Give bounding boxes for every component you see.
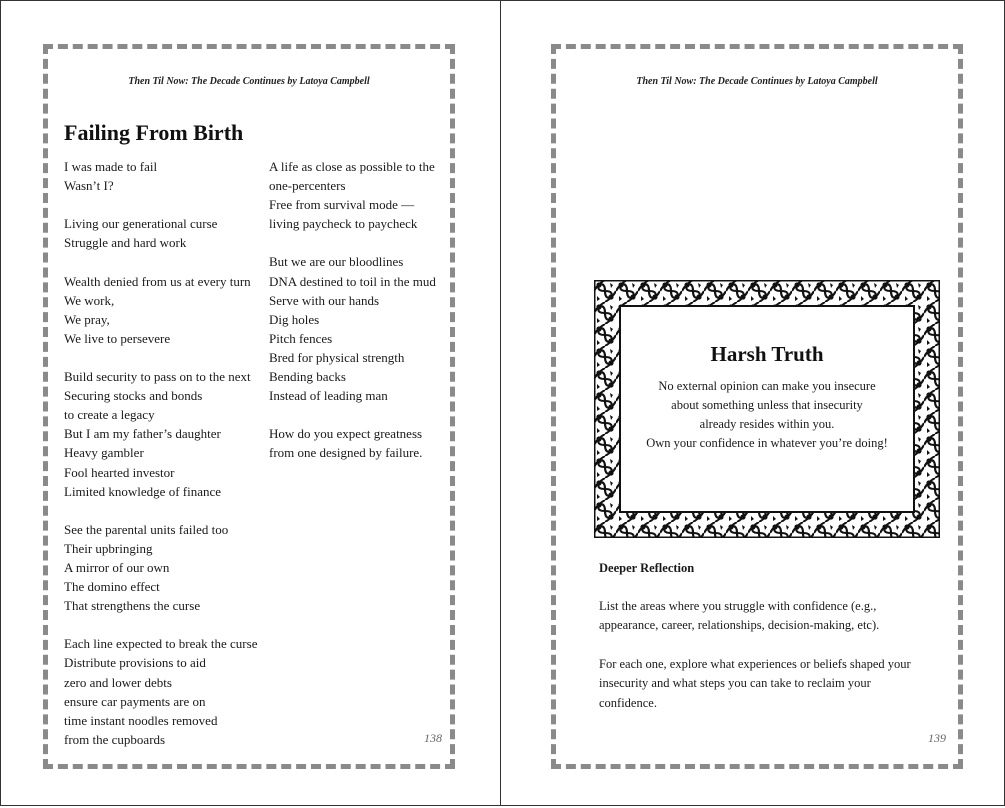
- box-title: Harsh Truth: [710, 342, 824, 366]
- quote-box: [619, 305, 915, 513]
- box-line: about something unless that insecurity: [671, 398, 863, 412]
- poem-line: time instant noodles removed: [64, 712, 218, 728]
- poem-line: [64, 195, 264, 214]
- reflection-paragraph: For each one, explore what experiences or beliefs shaped your insecurity and what steps you can take to reclaim your confidence.: [599, 656, 911, 710]
- poem-line: Living our generational curse: [64, 216, 218, 232]
- poem-line: Struggle and hard work: [64, 235, 187, 251]
- poem-line: Instead of leading man: [269, 388, 388, 404]
- poem-line: Wasn’t I?: [64, 178, 114, 194]
- poem-line: zero and lower debts: [64, 674, 172, 690]
- poem-line: Bending backs: [269, 369, 346, 385]
- poem-line: Free from survival mode —: [269, 197, 415, 213]
- poem-line: [64, 501, 264, 520]
- right-page: [500, 0, 1005, 806]
- poem-line: DNA destined to toil in the mud: [269, 273, 436, 289]
- poem-line: That strengthens the curse: [64, 598, 201, 614]
- poem-line: The domino effect: [64, 579, 160, 595]
- poem-line: living paycheck to paycheck: [269, 216, 418, 232]
- poem-column-1: [64, 157, 264, 749]
- poem-column-2: [269, 157, 454, 463]
- poem-line: See the parental units failed too: [64, 521, 229, 537]
- poem-line: How do you expect greatness: [269, 426, 423, 442]
- poem-line: I was made to fail: [64, 159, 158, 174]
- poem-line: A mirror of our own: [64, 559, 170, 575]
- poem-line: [64, 348, 264, 367]
- poem-line: We live to persevere: [64, 330, 171, 346]
- reflection-body: [599, 597, 929, 732]
- poem-line: Limited knowledge of finance: [64, 483, 222, 499]
- poem-title: Failing From Birth: [64, 120, 244, 145]
- poem-line: from the cupboards: [64, 731, 166, 747]
- dashed-frame: [551, 44, 963, 769]
- poem-line: Bred for physical strength: [269, 349, 405, 365]
- reflection-title: Deeper Reflection: [599, 561, 695, 575]
- poem-line: We pray,: [64, 311, 110, 327]
- poem-line: Their upbringing: [64, 540, 153, 556]
- poem-line: Each line expected to break the curse: [64, 636, 258, 652]
- poem-line: [64, 252, 264, 271]
- dashed-frame: [43, 44, 455, 769]
- box-text: [621, 377, 913, 453]
- page-number: 138: [424, 731, 442, 745]
- ornamental-frame: [594, 280, 940, 538]
- poem-line: Pitch fences: [269, 330, 333, 346]
- running-header: Then Til Now: The Decade Continues by Latoya Campbell: [636, 76, 878, 87]
- poem-line: to create a legacy: [64, 407, 155, 423]
- box-line: No external opinion can make you insecure: [658, 379, 876, 393]
- poem-line: Securing stocks and bonds: [64, 388, 203, 404]
- poem-line: Fool hearted investor: [64, 464, 175, 480]
- poem-line: Wealth denied from us at every turn: [64, 273, 251, 289]
- poem-line: [269, 233, 454, 252]
- box-line: Own your confidence in whatever you’re doing!: [646, 436, 888, 450]
- poem-line: ensure car payments are on: [64, 693, 206, 709]
- poem-line: A life as close as possible to the: [269, 159, 435, 174]
- page-number: 139: [928, 731, 946, 745]
- poem-line: Serve with our hands: [269, 292, 380, 308]
- poem-line: Dig holes: [269, 311, 320, 327]
- poem-line: one-percenters: [269, 178, 346, 194]
- poem-line: We work,: [64, 292, 115, 308]
- poem-line: Heavy gambler: [64, 445, 144, 461]
- running-header: Then Til Now: The Decade Continues by Latoya Campbell: [128, 76, 370, 87]
- left-page: [0, 0, 501, 806]
- box-line: already resides within you.: [699, 417, 835, 431]
- poem-line: from one designed by failure.: [269, 445, 423, 461]
- poem-line: Build security to pass on to the next: [64, 369, 251, 385]
- reflection-paragraph: List the areas where you struggle with confidence (e.g., appearance, career, relationships, decision-making, etc).: [599, 599, 880, 633]
- poem-line: [64, 615, 264, 634]
- poem-line: [269, 405, 454, 424]
- poem-line: But I am my father’s daughter: [64, 426, 221, 442]
- poem-line: Distribute provisions to aid: [64, 655, 206, 671]
- poem-line: But we are our bloodlines: [269, 254, 404, 270]
